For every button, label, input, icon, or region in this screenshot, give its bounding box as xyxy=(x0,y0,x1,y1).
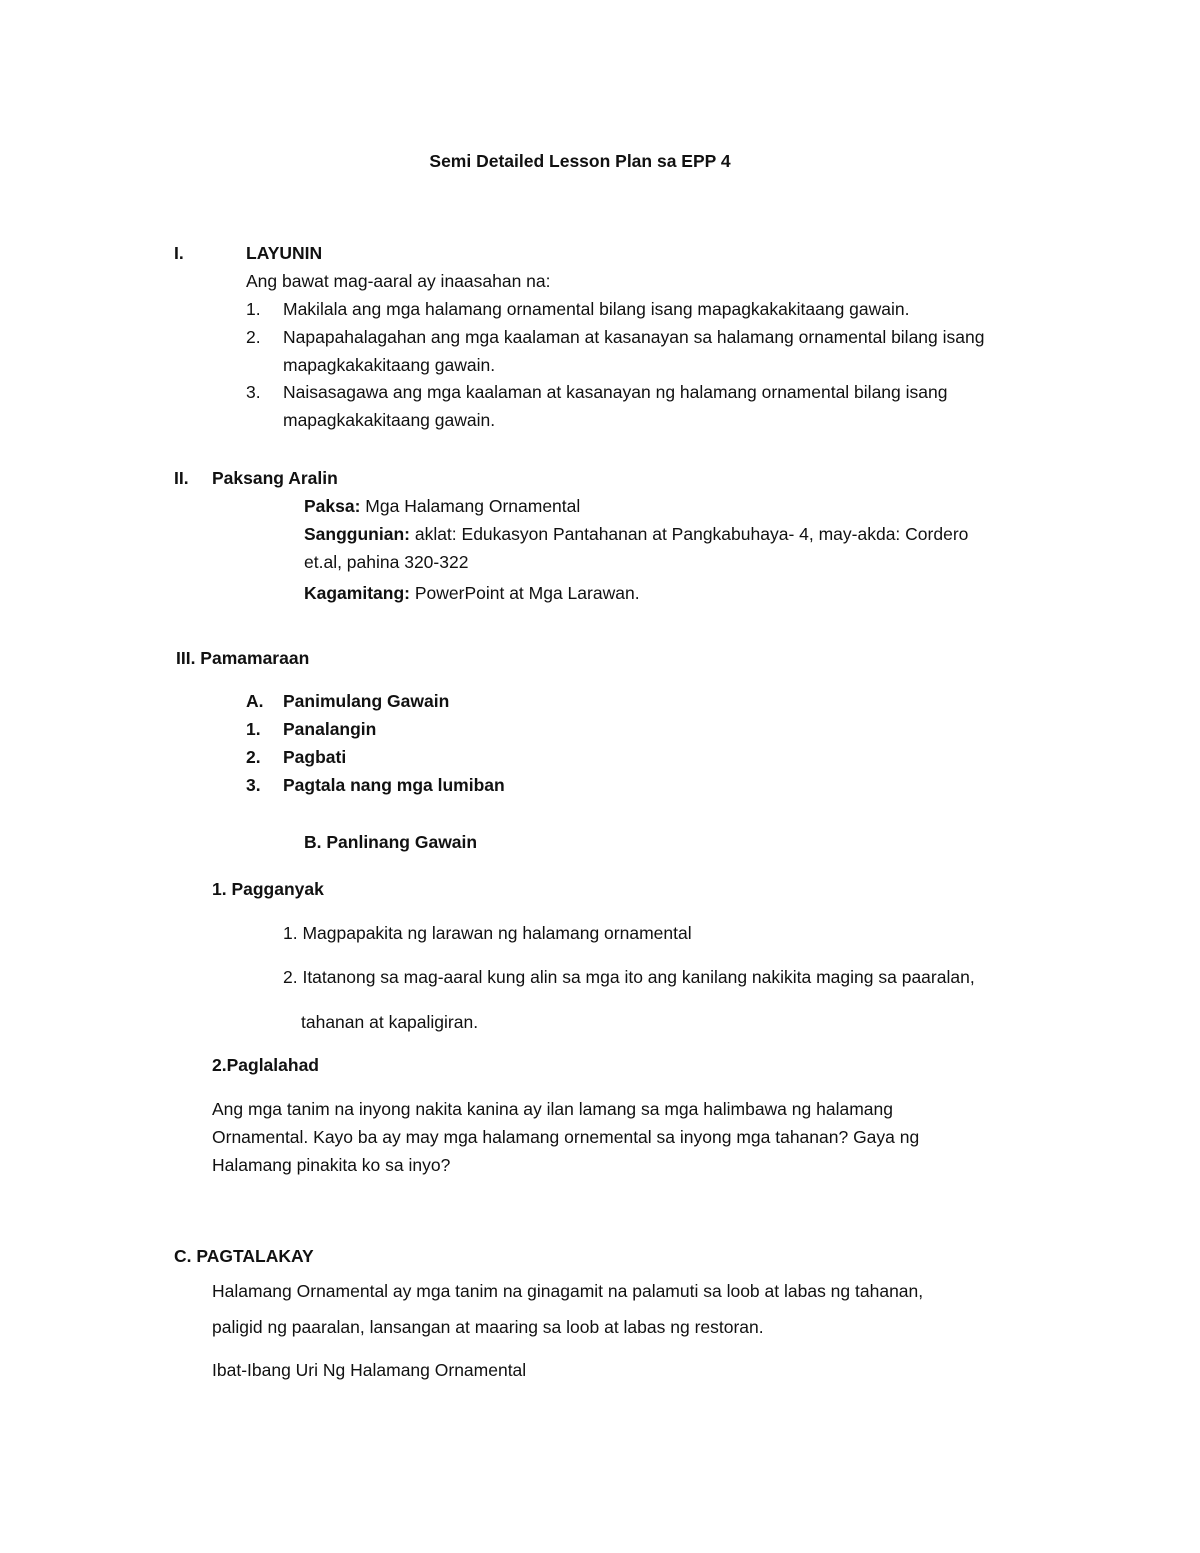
kagamitan-value: PowerPoint at Mga Larawan. xyxy=(409,583,640,603)
section-1-number: I. xyxy=(174,243,184,263)
objective-number: 3. xyxy=(246,382,261,402)
paglalahad-text: Ornamental. Kayo ba ay may mga halamang ornemental sa inyong mga tahanan? Gaya ng xyxy=(212,1127,920,1147)
kagamitan-line xyxy=(304,582,640,604)
sanggunian-label: Sanggunian: xyxy=(304,524,410,544)
section-2-heading: Paksang Aralin xyxy=(212,468,338,488)
sanggunian-continued: et.al, pahina 320-322 xyxy=(304,552,469,572)
paksa-line xyxy=(304,495,580,517)
section-1-heading: LAYUNIN xyxy=(246,243,323,263)
paksa-label: Paksa: xyxy=(304,496,361,516)
pagtalakay-text: paligid ng paaralan, lansangan at maaring sa loob at labas ng restoran. xyxy=(212,1317,764,1337)
objective-text: Naisasagawa ang mga kaalaman at kasanayan ng halamang ornamental bilang isang xyxy=(283,382,948,402)
paglalahad-text: Ang mga tanim na inyong nakita kanina ay ilan lamang sa mga halimbawa ng halamang xyxy=(212,1099,893,1119)
sanggunian-line xyxy=(304,523,968,545)
step-number: 3. xyxy=(246,775,261,795)
paksa-value: Mga Halamang Ornamental xyxy=(360,496,581,516)
objective-text-continued: mapagkakakitaang gawain. xyxy=(283,355,496,375)
objective-text: Napapahalagahan ang mga kaalaman at kasanayan sa halamang ornamental bilang isang xyxy=(283,327,985,347)
objective-text-continued: mapagkakakitaang gawain. xyxy=(283,410,496,430)
subsection-b-heading: B. Panlinang Gawain xyxy=(304,832,478,852)
section-2-number: II. xyxy=(174,468,189,488)
paglalahad-heading: 2.Paglalahad xyxy=(212,1055,319,1075)
pagganyak-item: 1. Magpapakita ng larawan ng halamang ornamental xyxy=(283,923,692,943)
section-c-heading: C. PAGTALAKAY xyxy=(174,1246,314,1266)
step-number: 2. xyxy=(246,747,261,767)
subsection-a-letter: A. xyxy=(246,691,264,711)
step-label: Pagbati xyxy=(283,747,347,767)
objective-number: 2. xyxy=(246,327,261,347)
pagganyak-heading: 1. Pagganyak xyxy=(212,879,324,899)
step-number: 1. xyxy=(246,719,261,739)
pagganyak-item-continued: tahanan at kapaligiran. xyxy=(301,1012,479,1032)
objective-number: 1. xyxy=(246,299,261,319)
document-title: Semi Detailed Lesson Plan sa EPP 4 xyxy=(429,151,731,171)
subsection-a-label: Panimulang Gawain xyxy=(283,691,450,711)
pagtalakay-text: Halamang Ornamental ay mga tanim na ginagamit na palamuti sa loob at labas ng tahanan, xyxy=(212,1281,924,1301)
paglalahad-text: Halamang pinakita ko sa inyo? xyxy=(212,1155,451,1175)
kagamitan-label: Kagamitang: xyxy=(304,583,410,603)
pagganyak-item: 2. Itatanong sa mag-aaral kung alin sa mga ito ang kanilang nakikita maging sa paaralan, xyxy=(283,967,975,987)
step-label: Pagtala nang mga lumiban xyxy=(283,775,505,795)
pagtalakay-subheading: Ibat-Ibang Uri Ng Halamang Ornamental xyxy=(212,1360,527,1380)
section-1-intro: Ang bawat mag-aaral ay inaasahan na: xyxy=(246,271,551,291)
step-label: Panalangin xyxy=(283,719,377,739)
sanggunian-value: aklat: Edukasyon Pantahanan at Pangkabuhaya- 4, may-akda: Cordero xyxy=(409,524,969,544)
section-3-heading: III. Pamamaraan xyxy=(176,648,310,668)
objective-text: Makilala ang mga halamang ornamental bilang isang mapagkakakitaang gawain. xyxy=(283,299,910,319)
